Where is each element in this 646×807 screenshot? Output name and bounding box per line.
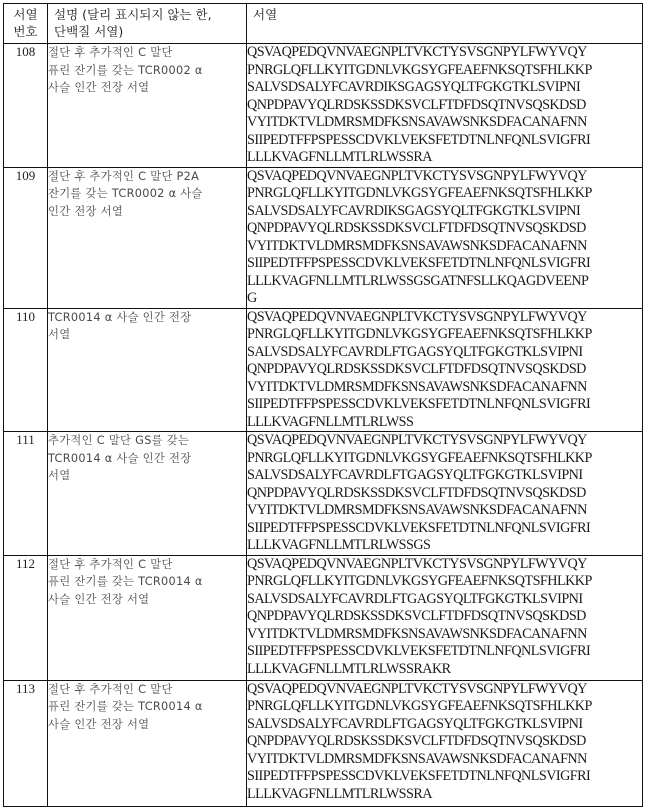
description-line: 절단 후 추가적인 C 말단 xyxy=(48,46,173,59)
sequence-line: G xyxy=(247,290,257,306)
description-line: 절단 후 추가적인 C 말단 xyxy=(48,557,173,571)
sequence-cell xyxy=(247,167,643,308)
sequence-cell xyxy=(247,44,643,168)
sequence-line: QSVAQPEDQVNVAEGNPLTVKCTYSVSGNPYLFWYVQY xyxy=(247,167,587,184)
description-line: 서열 xyxy=(48,469,71,482)
table-row xyxy=(4,44,643,168)
header-sequence: 서열 xyxy=(247,4,643,44)
description-line: 잔기를 갖는 TCR0002 α 사슬 xyxy=(48,187,203,200)
sequence-line: QNPDPAVYQLRDSKSSDKSVCLFTDFDSQTNVSQSKDSD xyxy=(247,361,586,377)
sequence-line: QNPDPAVYQLRDSKSSDKSVCLFTDFDSQTNVSQSKDSD xyxy=(247,96,586,113)
sequence-line: SALVSDSALYFCAVRDIKSGAGSYQLTFGKGTKLSVIPNI xyxy=(247,79,581,95)
seq-no-cell: 108 xyxy=(4,44,48,168)
sequence-line: QSVAQPEDQVNVAEGNPLTVKCTYSVSGNPYLFWYVQY xyxy=(247,44,587,60)
description-cell xyxy=(48,555,247,680)
description-line: 사슬 인간 전장 서열 xyxy=(48,717,150,731)
description-line: 퓨린 잔기를 갖는 TCR0014 α xyxy=(48,700,203,713)
header-description xyxy=(48,4,247,44)
description-line: TCR0014 α 사슬 인간 전장 xyxy=(48,451,192,465)
sequence-line: QNPDPAVYQLRDSKSSDKSVCLFTDFDSQTNVSQSKDSD xyxy=(247,608,586,624)
sequence-line: VYITDKTVLDMRSMDFKSNSAVAWSNKSDFACANAFNN xyxy=(247,114,587,130)
description-line: 추가적인 C 말단 GS를 갖는 xyxy=(48,434,190,447)
sequence-line: QSVAQPEDQVNVAEGNPLTVKCTYSVSGNPYLFWYVQY xyxy=(247,680,587,697)
sequence-table xyxy=(3,3,643,807)
description-cell xyxy=(48,167,247,308)
seq-no-cell: 111 xyxy=(4,432,48,556)
seq-no-cell: 110 xyxy=(4,308,48,432)
table-row xyxy=(4,432,643,556)
sequence-line: VYITDKTVLDMRSMDFKSNSAVAWSNKSDFACANAFNN xyxy=(247,625,587,642)
sequence-line: QSVAQPEDQVNVAEGNPLTVKCTYSVSGNPYLFWYVQY xyxy=(247,555,587,572)
description-line: 사슬 인간 전장 서열 xyxy=(48,592,150,606)
header-seq-no xyxy=(4,4,48,44)
header-seq-no-line: 서열 xyxy=(13,7,38,22)
sequence-line: PNRGLQFLLKYITGDNLVKGSYGFEAEFNKSQTSFHLKKP xyxy=(247,326,592,342)
description-line: 퓨린 잔기를 갖는 TCR0014 α xyxy=(48,575,203,588)
description-line: 서열 xyxy=(48,328,71,341)
sequence-line: SALVSDSALYFCAVRDLFTGAGSYQLTFGKGTKLSVIPNI xyxy=(247,590,583,607)
seq-no-cell: 109 xyxy=(4,167,48,308)
sequence-line: PNRGLQFLLKYITGDNLVKGSYGFEAEFNKSQTSFHLKKP xyxy=(247,449,592,466)
sequence-line: SALVSDSALYFCAVRDIKSGAGSYQLTFGKGTKLSVIPNI xyxy=(247,202,581,219)
header-seq-no-line: 번호 xyxy=(13,24,38,39)
sequence-line: SIIPEDTFFPSPESSCDVKLVEKSFETDTNLNFQNLSVIGFRI xyxy=(247,768,591,784)
sequence-line: LLLKVAGFNLLMTLRLWSSRA xyxy=(247,149,432,165)
table-row xyxy=(4,167,643,308)
description-line: 절단 후 추가적인 C 말단 P2A xyxy=(48,169,200,183)
description-line: 퓨린 잔기를 갖는 TCR0002 α xyxy=(48,63,203,77)
description-cell xyxy=(48,680,247,806)
sequence-line: SIIPEDTFFPSPESSCDVKLVEKSFETDTNLNFQNLSVIGFRI xyxy=(247,131,591,148)
sequence-line: LLLKVAGFNLLMTLRLWSSGS xyxy=(247,537,431,553)
sequence-line: QNPDPAVYQLRDSKSSDKSVCLFTDFDSQTNVSQSKDSD xyxy=(247,220,586,236)
sequence-line: SALVSDSALYFCAVRDLFTGAGSYQLTFGKGTKLSVIPNI xyxy=(247,343,583,360)
sequence-line: PNRGLQFLLKYITGDNLVKGSYGFEAEFNKSQTSFHLKKP xyxy=(247,185,592,201)
description-cell xyxy=(48,432,247,556)
table-header-row xyxy=(4,4,643,44)
sequence-line: VYITDKTVLDMRSMDFKSNSAVAWSNKSDFACANAFNN xyxy=(247,502,587,518)
sequence-line: QSVAQPEDQVNVAEGNPLTVKCTYSVSGNPYLFWYVQY xyxy=(247,432,587,448)
seq-no-cell: 113 xyxy=(4,680,48,806)
sequence-line: VYITDKTVLDMRSMDFKSNSAVAWSNKSDFACANAFNN xyxy=(247,750,587,767)
description-line: TCR0014 α 사슬 인간 전장 xyxy=(48,310,192,324)
header-description-line: 설명 (달리 표시되지 않는 한, xyxy=(54,7,212,22)
table-row xyxy=(4,308,643,432)
sequence-line: LLLKVAGFNLLMTLRLWSS xyxy=(247,413,414,430)
sequence-line: QNPDPAVYQLRDSKSSDKSVCLFTDFDSQTNVSQSKDSD xyxy=(247,484,586,501)
table-row xyxy=(4,555,643,680)
sequence-line: LLLKVAGFNLLMTLRLWSSRA xyxy=(247,785,432,802)
description-cell xyxy=(48,44,247,168)
sequence-cell xyxy=(247,555,643,680)
sequence-line: SALVSDSALYFCAVRDLFTGAGSYQLTFGKGTKLSVIPNI xyxy=(247,715,583,732)
sequence-line: SIIPEDTFFPSPESSCDVKLVEKSFETDTNLNFQNLSVIGFRI xyxy=(247,396,591,412)
sequence-line: SIIPEDTFFPSPESSCDVKLVEKSFETDTNLNFQNLSVIGFRI xyxy=(247,519,591,536)
sequence-line: SIIPEDTFFPSPESSCDVKLVEKSFETDTNLNFQNLSVIGFRI xyxy=(247,255,591,271)
description-line: 사슬 인간 전장 서열 xyxy=(48,81,150,94)
sequence-line: PNRGLQFLLKYITGDNLVKGSYGFEAEFNKSQTSFHLKKP xyxy=(247,698,592,714)
sequence-line: PNRGLQFLLKYITGDNLVKGSYGFEAEFNKSQTSFHLKKP xyxy=(247,61,592,78)
sequence-line: LLLKVAGFNLLMTLRLWSSRAKR xyxy=(247,660,451,677)
sequence-cell xyxy=(247,680,643,806)
table-row xyxy=(4,680,643,806)
sequence-line: LLLKVAGFNLLMTLRLWSSGSGATNFSLLKQAGDVEENP xyxy=(247,272,589,289)
header-description-line: 단백질 서열) xyxy=(54,24,124,39)
sequence-cell xyxy=(247,308,643,432)
sequence-line: VYITDKTVLDMRSMDFKSNSAVAWSNKSDFACANAFNN xyxy=(247,237,587,254)
sequence-line: QNPDPAVYQLRDSKSSDKSVCLFTDFDSQTNVSQSKDSD xyxy=(247,733,586,749)
table-body xyxy=(4,44,643,807)
sequence-line: SALVSDSALYFCAVRDLFTGAGSYQLTFGKGTKLSVIPNI xyxy=(247,467,583,483)
description-line: 절단 후 추가적인 C 말단 xyxy=(48,682,173,696)
seq-no-cell: 112 xyxy=(4,555,48,680)
sequence-line: SIIPEDTFFPSPESSCDVKLVEKSFETDTNLNFQNLSVIGFRI xyxy=(247,643,591,659)
description-cell xyxy=(48,308,247,432)
sequence-cell xyxy=(247,432,643,556)
sequence-line: PNRGLQFLLKYITGDNLVKGSYGFEAEFNKSQTSFHLKKP xyxy=(247,573,592,589)
description-line: 인간 전장 서열 xyxy=(48,204,124,218)
sequence-line: VYITDKTVLDMRSMDFKSNSAVAWSNKSDFACANAFNN xyxy=(247,378,587,395)
sequence-line: QSVAQPEDQVNVAEGNPLTVKCTYSVSGNPYLFWYVQY xyxy=(247,308,587,325)
